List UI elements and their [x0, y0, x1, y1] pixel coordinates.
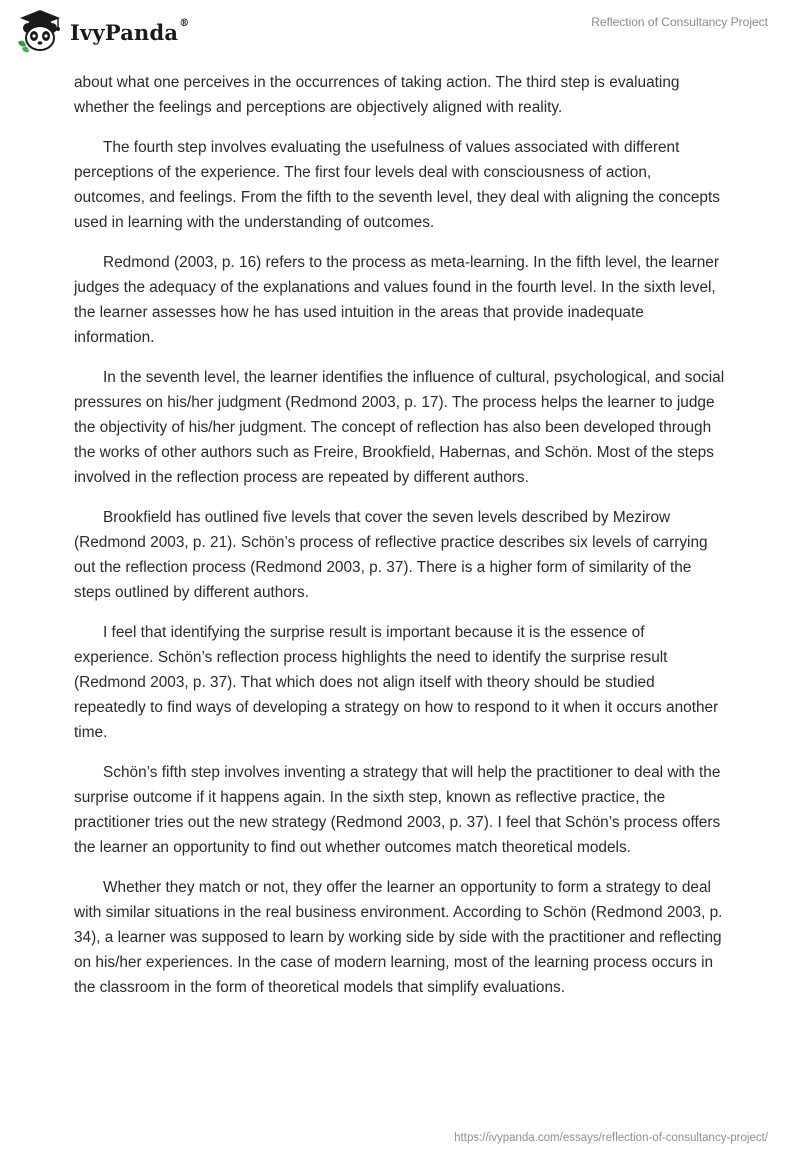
paragraph: The fourth step involves evaluating the usefulness of values associated with different perceptions of the experience. The first four levels deal with consciousness of action, outcomes, and feelings. From the fifth to the seventh level, they deal with aligning the concepts used in learning with the understanding of outcomes.: [74, 139, 720, 231]
paragraph: Brookfield has outlined five levels that cover the seven levels described by Mezirow (Redmond 2003, p. 21). Schön’s process of reflective practice describes six levels of carrying out the reflection process (Redmond 2003, p. 37). There is a higher form of similarity of the steps outlined by different authors.: [74, 509, 708, 601]
paragraph: Whether they match or not, they offer the learner an opportunity to form a strategy to deal with similar situations in the real business environment. According to Schön (Redmond 2003, p. 34), a learner was supposed to learn by working side by side with the practitioner and reflecting on his/her experiences. In the case of modern learning, most of the learning process occurs in the classroom in the form of theoretical models that simplify evaluations.: [74, 879, 723, 996]
brand-logo[interactable]: [14, 8, 189, 54]
page-header: [0, 0, 800, 60]
paragraph: about what one perceives in the occurrences of taking action. The third step is evaluating whether the feelings and perceptions are objectively aligned with reality.: [74, 74, 680, 116]
brand-name: [70, 17, 190, 45]
paragraph: Schön’s fifth step involves inventing a strategy that will help the practitioner to deal with the surprise outcome if it happens again. In the sixth step, known as reflective practice, the practitioner tries out the new strategy (Redmond 2003, p. 37). I feel that Schön’s process offers the learner an opportunity to find out whether outcomes match theoretical models.: [74, 764, 721, 856]
registered-mark: ®: [179, 17, 190, 29]
source-url[interactable]: https://ivypanda.com/essays/reflection-of-consultancy-project/: [454, 1132, 768, 1144]
paragraph: In the seventh level, the learner identifies the influence of cultural, psychological, and social pressures on his/her judgment (Redmond 2003, p. 17). The process helps the learner to judge the objectivity of his/her judgment. The concept of reflection has also been developed through the works of other authors such as Freire, Brookfield, Habernas, and Schön. Most of the steps involved in the reflection process are repeated by different authors.: [74, 369, 725, 486]
paragraph: I feel that identifying the surprise result is important because it is the essence of experience. Schön’s reflection process highlights the need to identify the surprise result (Redmond 2003, p. 37). That which does not align itself with theory should be studied repeatedly to find ways of developing a strategy on how to respond to it when it occurs another time.: [74, 624, 719, 741]
panda-logo-icon: [14, 8, 66, 54]
paragraph: Redmond (2003, p. 16) refers to the process as meta-learning. In the fifth level, the learner judges the adequacy of the explanations and values found in the fourth level. In the sixth level, the learner assesses how he has used intuition in the areas that provide inadequate information.: [74, 254, 719, 346]
brand-name-text: IvyPanda: [70, 19, 179, 45]
document-title: Reflection of Consultancy Project: [591, 15, 768, 29]
essay-body: [74, 70, 726, 1015]
